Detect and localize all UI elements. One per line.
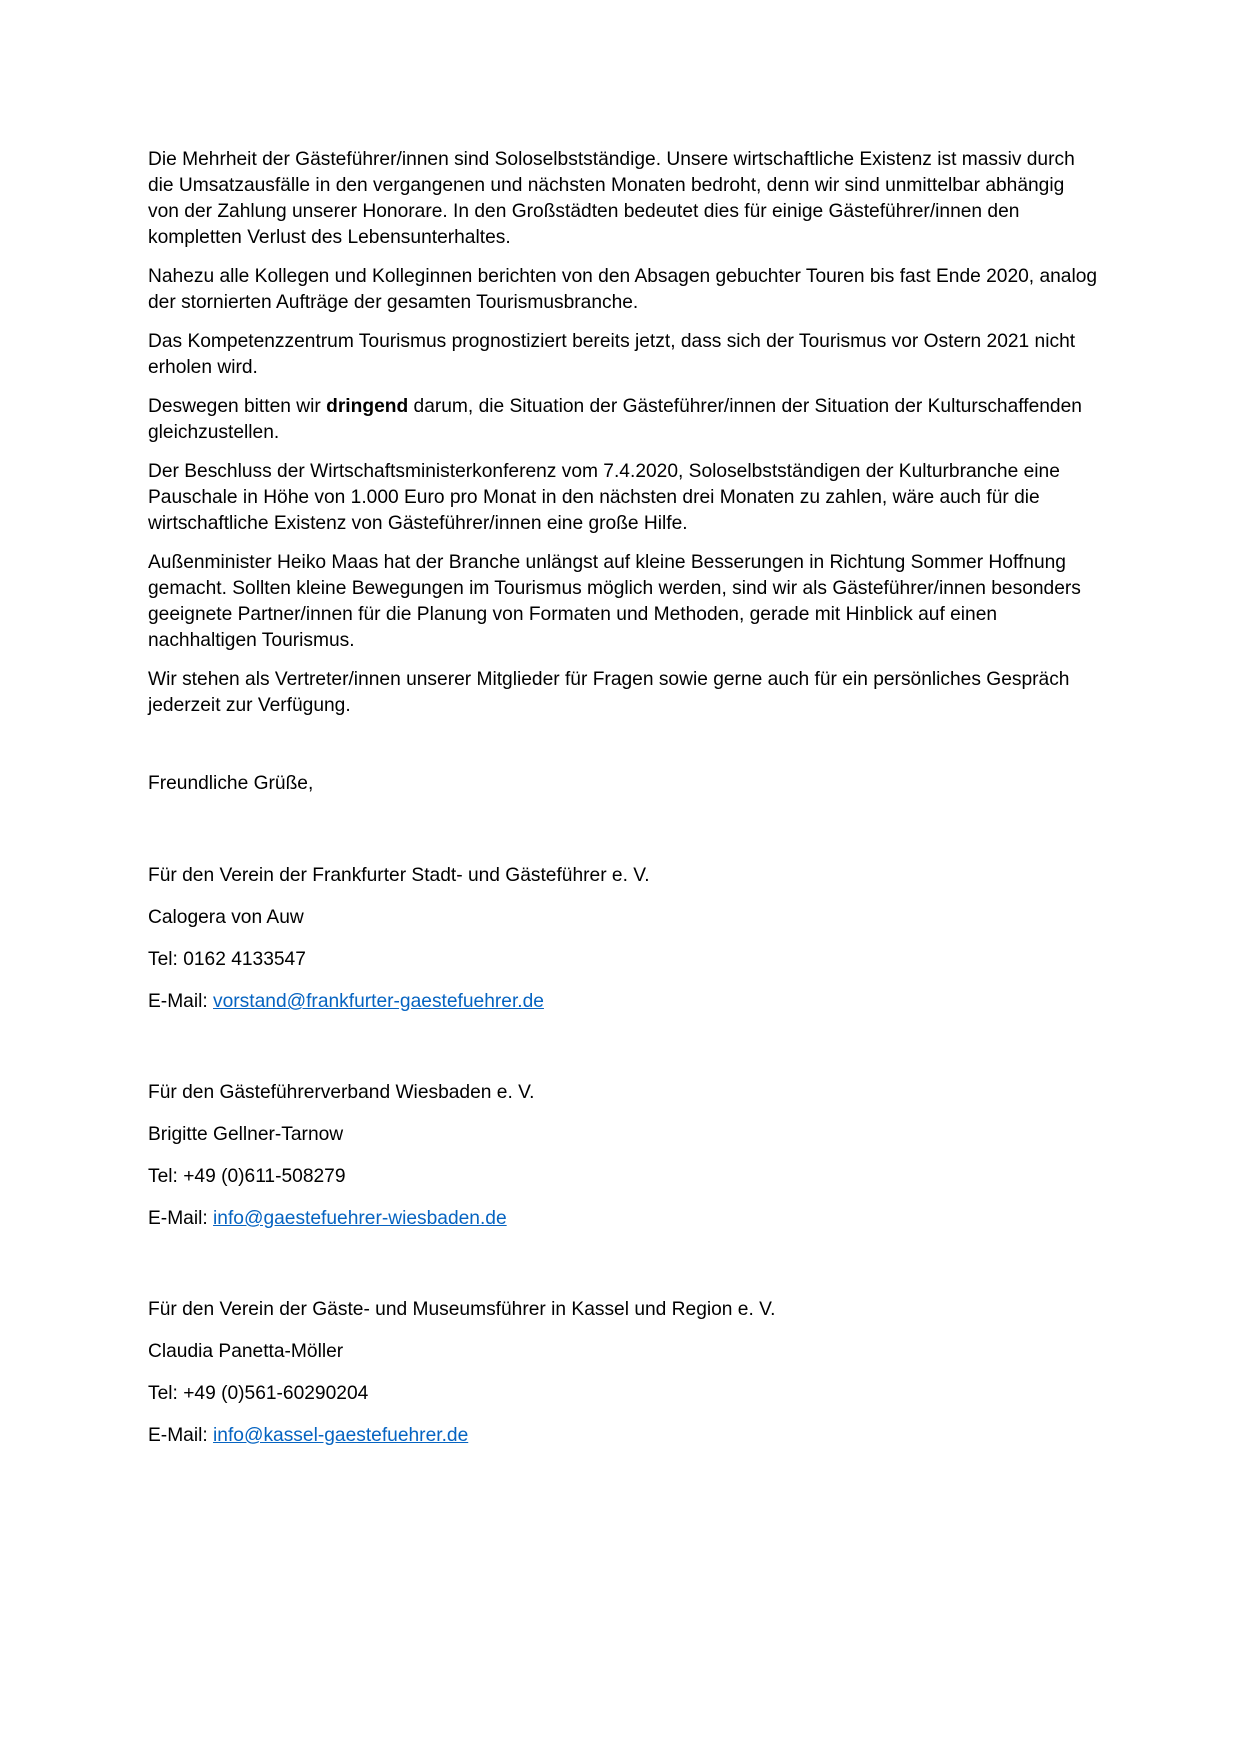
signatory-frankfurt [148, 863, 1100, 1015]
email-label: E-Mail: [148, 991, 214, 1012]
signatory-email-line [148, 1206, 1100, 1232]
request-emphasis: dringend [326, 396, 409, 417]
paragraph-availability: Wir stehen als Vertreter/innen unserer Mitglieder für Fragen sowie gerne auch für ein persönliches Gespräch jederzeit zur Verfügung. [148, 669, 1070, 716]
signatory-email-line [148, 989, 1100, 1015]
signatory-organization: Für den Verein der Gäste- und Museumsführer in Kassel und Region e. V. [148, 1299, 776, 1320]
paragraph-economic-situation: Die Mehrheit der Gästeführer/innen sind Soloselbstständige. Unsere wirtschaftliche Existenz ist massiv durch die Umsatzausfälle in den vergangenen und nächsten Monaten bedroht, denn wir sind unmittelbar abhängig von der Zahlung unserer Honorare. In den Großstädten bedeutet dies für einige Gästeführer/innen den kompletten Verlust des Lebensunterhaltes. [148, 149, 1075, 248]
signatory-organization: Für den Gästeführerverband Wiesbaden e. V. [148, 1082, 535, 1103]
letter-body [148, 147, 1100, 1465]
email-label: E-Mail: [148, 1208, 214, 1229]
signatory-phone: Tel: +49 (0)611-508279 [148, 1166, 346, 1187]
request-text-before: Deswegen bitten wir [148, 396, 327, 417]
email-link-wiesbaden[interactable]: info@gaestefuehrer-wiesbaden.de [213, 1208, 507, 1229]
request-text-after: darum, die Situation der Gästeführer/innen der Situation der Kulturschaffenden gleichzustellen. [148, 396, 1082, 443]
signatory-email-line [148, 1423, 1100, 1449]
signatory-wiesbaden [148, 1080, 1100, 1232]
email-label: E-Mail: [148, 1425, 214, 1446]
paragraph-minister: Außenminister Heiko Maas hat der Branche unlängst auf kleine Besserungen in Richtung Sommer Hoffnung gemacht. Sollten kleine Bewegungen im Tourismus möglich werden, sind wir als Gästeführer/innen besonders geeignete Partner/innen für die Planung von Formaten und Methoden, gerade mit Hinblick auf einen nachhaltigen Tourismus. [148, 552, 1081, 651]
signatory-kassel [148, 1297, 1100, 1449]
signatory-name: Brigitte Gellner-Tarnow [148, 1124, 344, 1145]
email-link-frankfurt[interactable]: vorstand@frankfurter-gaestefuehrer.de [213, 991, 544, 1012]
email-link-kassel[interactable]: info@kassel-gaestefuehrer.de [213, 1425, 469, 1446]
signatory-phone: Tel: +49 (0)561-60290204 [148, 1383, 369, 1404]
paragraph-cancellations: Nahezu alle Kollegen und Kolleginnen berichten von den Absagen gebuchter Touren bis fast Ende 2020, analog der stornierten Aufträge der gesamten Tourismusbranche. [148, 266, 1098, 313]
signatory-organization: Für den Verein der Frankfurter Stadt- und Gästeführer e. V. [148, 865, 650, 886]
signatory-name: Claudia Panetta-Möller [148, 1341, 344, 1362]
closing-greeting: Freundliche Grüße, [148, 773, 314, 794]
paragraph-forecast: Das Kompetenzzentrum Tourismus prognostiziert bereits jetzt, dass sich der Tourismus vor Ostern 2021 nicht erholen wird. [148, 331, 1076, 378]
signatory-phone: Tel: 0162 4133547 [148, 949, 306, 970]
paragraph-request [148, 394, 1100, 446]
paragraph-resolution: Der Beschluss der Wirtschaftsministerkonferenz vom 7.4.2020, Soloselbstständigen der Kulturbranche eine Pauschale in Höhe von 1.000 Euro pro Monat in den nächsten drei Monaten zu zahlen, wäre auch für die wirtschaftliche Existenz von Gästeführer/innen eine große Hilfe. [148, 461, 1060, 534]
signatory-name: Calogera von Auw [148, 907, 304, 928]
